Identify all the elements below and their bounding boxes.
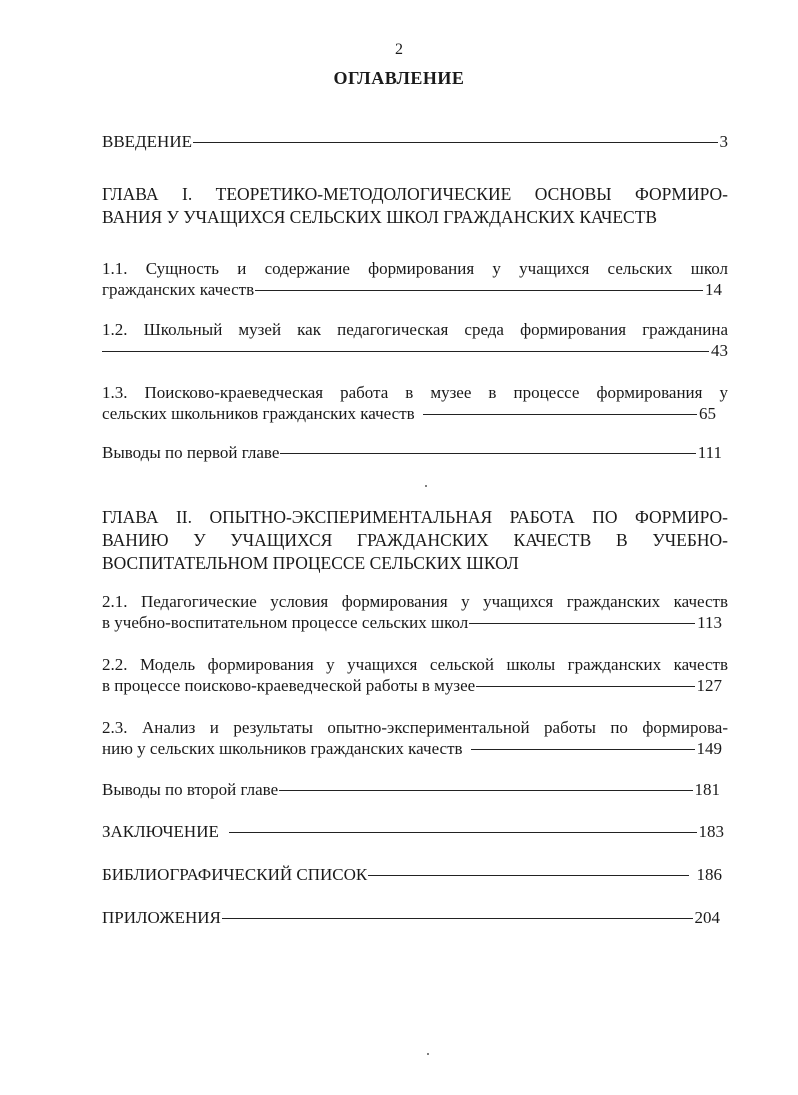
leader-line xyxy=(368,875,688,876)
chapter-title-line: ВОСПИТАТЕЛЬНОМ ПРОЦЕССЕ СЕЛЬСКИХ ШКОЛ xyxy=(102,553,519,573)
page-title: ОГЛАВЛЕНИЕ xyxy=(333,68,465,88)
toc-label: сельских школьников гражданских качеств xyxy=(102,404,415,423)
toc-page: 127 xyxy=(696,676,722,695)
leader-line xyxy=(102,351,709,352)
toc-page: 181 xyxy=(694,780,720,799)
scan-speck xyxy=(427,1053,429,1055)
toc-entry-appendices[interactable] xyxy=(102,907,728,928)
toc-page: 149 xyxy=(696,739,722,758)
toc-label: 1.3. Поисково-краеведческая работа в музее в процессе формирования у xyxy=(102,383,728,402)
toc-entry-2-3[interactable] xyxy=(102,717,728,759)
toc-page: 186 xyxy=(696,865,722,884)
toc-label: ВВЕДЕНИЕ xyxy=(102,132,192,151)
leader-line xyxy=(279,790,692,791)
toc-entry-1-2[interactable] xyxy=(102,319,728,361)
toc-label: 2.1. Педагогические условия формирования у учащихся гражданских качеств xyxy=(102,592,728,611)
toc-label: 1.1. Сущность и содержание формирования у учащихся сельских школ xyxy=(102,259,728,278)
leader-line xyxy=(471,749,695,750)
toc-page: 14 xyxy=(705,280,722,299)
leader-line xyxy=(229,832,697,833)
toc-label: Выводы по второй главе xyxy=(102,780,279,799)
leader-line xyxy=(255,290,703,291)
leader-line xyxy=(469,623,695,624)
toc-label: в учебно-воспитательном процессе сельских школ xyxy=(102,613,469,632)
chapter-title-line: ВАНИЯ У УЧАЩИХСЯ СЕЛЬСКИХ ШКОЛ ГРАЖДАНСКИХ КАЧЕСТВ xyxy=(102,207,658,227)
toc-entry-1-1[interactable] xyxy=(102,258,728,300)
chapter-title-line: ГЛАВА I. ТЕОРЕТИКО-МЕТОДОЛОГИЧЕСКИЕ ОСНОВЫ ФОРМИРО- xyxy=(102,184,728,204)
chapter-title-line: ВАНИЮ У УЧАЩИХСЯ ГРАЖДАНСКИХ КАЧЕСТВ В УЧЕБНО- xyxy=(102,530,728,550)
toc-page: 43 xyxy=(711,341,728,360)
toc-label: ЗАКЛЮЧЕНИЕ xyxy=(102,822,219,841)
toc-page: 111 xyxy=(697,443,722,462)
toc-page: 183 xyxy=(698,822,724,841)
toc-label: 1.2. Школьный музей как педагогическая среда формирования гражданина xyxy=(102,320,728,339)
leader-line xyxy=(222,918,693,919)
toc-page: 113 xyxy=(697,613,722,632)
toc-label: 2.3. Анализ и результаты опытно-экспериментальной работы по формирова- xyxy=(102,718,728,737)
toc-entry-2-2[interactable] xyxy=(102,654,728,696)
toc-page: 65 xyxy=(699,404,716,423)
toc-page: 3 xyxy=(719,132,728,151)
toc-page: 204 xyxy=(694,908,720,927)
leader-line xyxy=(280,453,695,454)
leader-line xyxy=(476,686,694,687)
chapter-title-line: ГЛАВА II. ОПЫТНО-ЭКСПЕРИМЕНТАЛЬНАЯ РАБОТА ПО ФОРМИРО- xyxy=(102,507,728,527)
toc-entry-1-3[interactable] xyxy=(102,382,728,424)
toc-entry-chapter-2-conclusions[interactable] xyxy=(102,779,728,800)
toc-label: ПРИЛОЖЕНИЯ xyxy=(102,908,221,927)
toc-chapter-1-title[interactable] xyxy=(102,183,728,229)
page-number: 2 xyxy=(395,41,403,58)
toc-entry-2-1[interactable] xyxy=(102,591,728,633)
toc-entry-bibliography[interactable] xyxy=(102,864,728,885)
toc-entry-intro[interactable] xyxy=(102,131,728,152)
leader-line xyxy=(423,414,697,415)
toc-entry-conclusion[interactable] xyxy=(102,821,728,842)
leader-line xyxy=(193,142,718,143)
toc-label: гражданских качеств xyxy=(102,280,255,299)
toc-entry-chapter-1-conclusions[interactable] xyxy=(102,442,728,463)
toc-label: БИБЛИОГРАФИЧЕСКИЙ СПИСОК xyxy=(102,865,368,884)
toc-label: в процессе поисково-краеведческой работы в музее xyxy=(102,676,476,695)
scan-speck xyxy=(425,485,427,487)
toc-chapter-2-title[interactable] xyxy=(102,506,728,575)
toc-label: 2.2. Модель формирования у учащихся сельской школы гражданских качеств xyxy=(102,655,728,674)
toc-label: нию у сельских школьников гражданских качеств xyxy=(102,739,463,758)
toc-label: Выводы по первой главе xyxy=(102,443,280,462)
